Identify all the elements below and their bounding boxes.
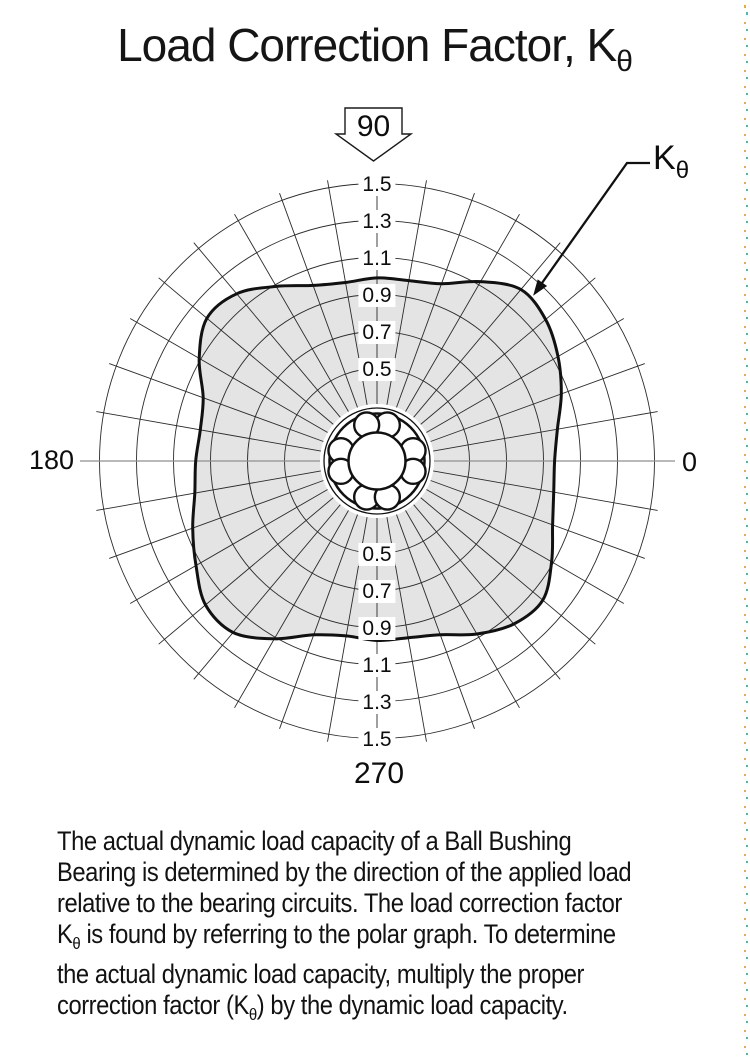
desc-text: The actual dynamic load capacity of a Ball Bushing xyxy=(57,826,572,856)
scale-label: 0.9 xyxy=(358,617,395,640)
bearing-bore-circle xyxy=(349,433,406,490)
desc-line xyxy=(57,826,638,857)
scale-label: 1.5 xyxy=(358,728,395,751)
theta-subscript: θ xyxy=(248,1005,257,1024)
angle-label-0: 0 xyxy=(682,447,698,477)
angle-label-270: 270 xyxy=(353,757,405,790)
desc-line xyxy=(57,857,638,888)
bearing-graphic xyxy=(320,404,434,518)
callout-leader-line xyxy=(542,163,650,283)
desc-text: relative to the bearing circuits. The load correction factor xyxy=(57,888,622,918)
desc-text: correction factor (K xyxy=(57,990,249,1020)
desc-text: is found by referring to the polar graph. To determine xyxy=(80,919,616,949)
desc-text: Bearing is determined by the direction of the applied load xyxy=(57,857,632,887)
page-edge-dots-teal xyxy=(746,0,748,1057)
scale-label: 0.7 xyxy=(358,321,395,344)
scale-label: 0.9 xyxy=(358,284,395,307)
desc-line xyxy=(57,959,638,990)
desc-line xyxy=(57,990,638,1030)
desc-text: the actual dynamic load capacity, multiply the proper xyxy=(57,959,584,989)
scale-label: 1.1 xyxy=(358,247,395,270)
desc-text: ) by the dynamic load capacity. xyxy=(256,990,568,1020)
desc-text: K xyxy=(57,919,73,949)
desc-line xyxy=(57,919,638,959)
angle-label-90: 90 xyxy=(356,110,391,143)
description-paragraph xyxy=(57,826,717,1030)
desc-line xyxy=(57,888,638,919)
angle-label-180: 180 xyxy=(28,445,74,475)
scale-label: 1.5 xyxy=(358,173,395,196)
title-theta-subscript: θ xyxy=(616,45,633,78)
scale-label: 0.7 xyxy=(358,580,395,603)
scale-label: 1.3 xyxy=(358,210,395,233)
scale-label: 1.3 xyxy=(358,691,395,714)
scale-label: 0.5 xyxy=(358,543,395,566)
callout-theta-subscript: θ xyxy=(675,157,690,184)
theta-subscript: θ xyxy=(72,934,81,953)
page-title: Load Correction Factor, $K_\theta$ xyxy=(117,19,633,78)
scale-label: 1.1 xyxy=(358,654,395,677)
scale-label: 0.5 xyxy=(358,358,395,381)
k-theta-callout-label: $K_\theta$ xyxy=(653,139,690,184)
callout-arrowhead-icon xyxy=(534,280,546,294)
